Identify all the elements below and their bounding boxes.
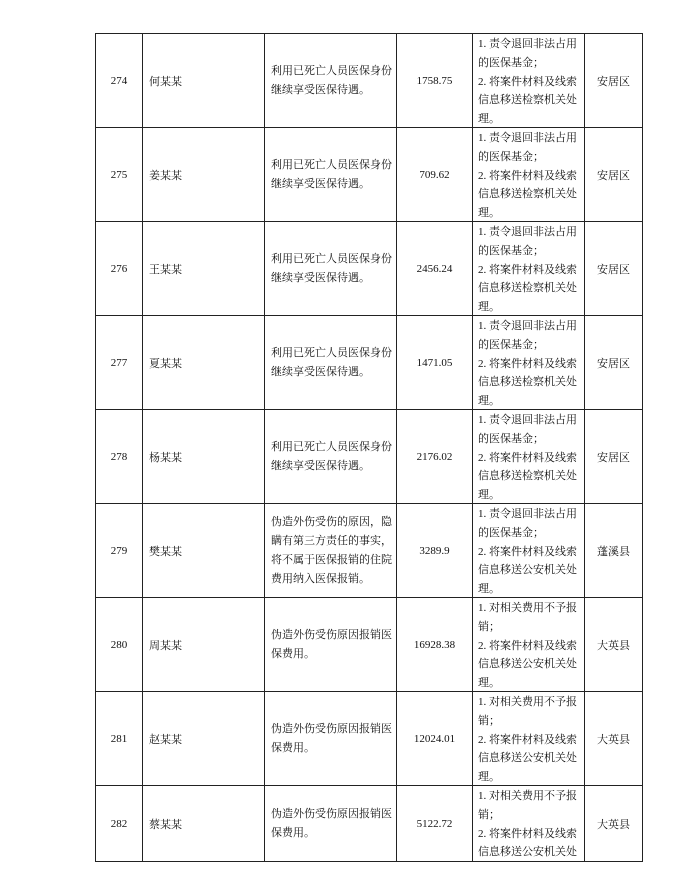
description-line: 继续享受医保待遇。 (271, 365, 370, 378)
handling-line: 信息移送公安机关处 (478, 564, 577, 577)
district-cell: 安居区 (585, 222, 643, 316)
case-number-cell: 276 (96, 222, 143, 316)
description-line: 瞒有第三方责任的事实， (271, 534, 392, 547)
handling-line: 理。 (478, 583, 500, 596)
handling-line: 2. 将案件材料及线索 (478, 263, 577, 276)
violation-description-cell (265, 598, 397, 692)
handling-line: 的医保基金； (478, 432, 544, 445)
handling-line: 的医保基金； (478, 244, 544, 257)
handling-measures-cell (473, 128, 585, 222)
district-cell: 大英县 (585, 786, 643, 862)
handling-line: 理。 (478, 113, 500, 126)
case-number-cell: 282 (96, 786, 143, 862)
case-number-cell: 280 (96, 598, 143, 692)
name-cell: 杨某某 (143, 410, 265, 504)
case-number-cell: 278 (96, 410, 143, 504)
name-cell: 王某某 (143, 222, 265, 316)
handling-line: 2. 将案件材料及线索 (478, 639, 577, 652)
handling-measures-cell (473, 410, 585, 504)
handling-line: 销； (478, 714, 500, 727)
description-line: 伪造外伤受伤原因报销医 (271, 722, 392, 735)
amount-cell: 2176.02 (397, 410, 473, 504)
handling-line: 2. 将案件材料及线索 (478, 451, 577, 464)
description-line: 保费用。 (271, 826, 315, 839)
description-line: 利用已死亡人员医保身份 (271, 64, 392, 77)
violation-description-cell (265, 128, 397, 222)
handling-measures-cell (473, 316, 585, 410)
handling-line: 销； (478, 620, 500, 633)
amount-cell: 709.62 (397, 128, 473, 222)
handling-line: 1. 责令退回非法占用 (478, 320, 577, 332)
description-line: 继续享受医保待遇。 (271, 177, 370, 190)
handling-line: 2. 将案件材料及线索 (478, 545, 577, 558)
handling-line: 的医保基金； (478, 56, 544, 69)
handling-line: 销； (478, 808, 500, 821)
handling-line: 理。 (478, 395, 500, 408)
case-table (95, 33, 643, 862)
violation-description-cell (265, 692, 397, 786)
description-line: 保费用。 (271, 741, 315, 754)
name-cell: 周某某 (143, 598, 265, 692)
description-line: 保费用。 (271, 647, 315, 660)
name-cell: 蔡某某 (143, 786, 265, 862)
violation-description-cell (265, 34, 397, 128)
handling-line: 1. 对相关费用不予报 (478, 602, 577, 614)
handling-measures-cell (473, 692, 585, 786)
handling-line: 理。 (478, 677, 500, 690)
case-number-cell: 275 (96, 128, 143, 222)
handling-line: 信息移送检察机关处 (478, 470, 577, 483)
handling-line: 1. 责令退回非法占用 (478, 414, 577, 426)
handling-measures-cell (473, 34, 585, 128)
handling-line: 1. 责令退回非法占用 (478, 226, 577, 238)
district-cell: 安居区 (585, 128, 643, 222)
description-line: 费用纳入医保报销。 (271, 572, 370, 585)
description-line: 伪造外伤受伤的原因，隐 (271, 515, 392, 528)
handling-line: 信息移送检察机关处 (478, 188, 577, 201)
violation-description-cell (265, 786, 397, 862)
handling-line: 理。 (478, 489, 500, 502)
district-cell: 蓬溪县 (585, 504, 643, 598)
handling-line: 的医保基金； (478, 338, 544, 351)
handling-line: 2. 将案件材料及线索 (478, 733, 577, 746)
amount-cell: 12024.01 (397, 692, 473, 786)
violation-description-cell (265, 504, 397, 598)
handling-line: 理。 (478, 207, 500, 220)
handling-line: 的医保基金； (478, 150, 544, 163)
name-cell: 赵某某 (143, 692, 265, 786)
violation-description-cell (265, 222, 397, 316)
handling-line: 2. 将案件材料及线索 (478, 169, 577, 182)
description-line: 伪造外伤受伤原因报销医 (271, 628, 392, 641)
handling-line: 1. 责令退回非法占用 (478, 132, 577, 144)
amount-cell: 16928.38 (397, 598, 473, 692)
amount-cell: 3289.9 (397, 504, 473, 598)
handling-measures-cell (473, 786, 585, 862)
case-number-cell: 277 (96, 316, 143, 410)
amount-cell: 2456.24 (397, 222, 473, 316)
case-number-cell: 274 (96, 34, 143, 128)
name-cell: 姜某某 (143, 128, 265, 222)
handling-line: 1. 对相关费用不予报 (478, 790, 577, 802)
name-cell: 夏某某 (143, 316, 265, 410)
district-cell: 大英县 (585, 598, 643, 692)
amount-cell: 5122.72 (397, 786, 473, 862)
handling-line: 信息移送公安机关处 (478, 846, 577, 859)
description-line: 继续享受医保待遇。 (271, 459, 370, 472)
handling-line: 2. 将案件材料及线索 (478, 827, 577, 840)
handling-line: 信息移送检察机关处 (478, 282, 577, 295)
description-line: 将不属于医保报销的住院 (271, 553, 392, 566)
violation-description-cell (265, 410, 397, 504)
description-line: 利用已死亡人员医保身份 (271, 252, 392, 265)
district-cell: 安居区 (585, 410, 643, 504)
handling-line: 的医保基金； (478, 526, 544, 539)
description-line: 继续享受医保待遇。 (271, 83, 370, 96)
handling-measures-cell (473, 504, 585, 598)
description-line: 伪造外伤受伤原因报销医 (271, 807, 392, 820)
amount-cell: 1471.05 (397, 316, 473, 410)
name-cell: 何某某 (143, 34, 265, 128)
handling-measures-cell (473, 222, 585, 316)
handling-line: 1. 责令退回非法占用 (478, 38, 577, 50)
district-cell: 安居区 (585, 34, 643, 128)
handling-measures-cell (473, 598, 585, 692)
description-line: 利用已死亡人员医保身份 (271, 158, 392, 171)
case-number-cell: 281 (96, 692, 143, 786)
district-cell: 大英县 (585, 692, 643, 786)
handling-line: 2. 将案件材料及线索 (478, 75, 577, 88)
handling-line: 信息移送检察机关处 (478, 376, 577, 389)
violation-description-cell (265, 316, 397, 410)
handling-line: 信息移送公安机关处 (478, 658, 577, 671)
name-cell: 樊某某 (143, 504, 265, 598)
handling-line: 1. 对相关费用不予报 (478, 696, 577, 708)
amount-cell: 1758.75 (397, 34, 473, 128)
handling-line: 理。 (478, 771, 500, 784)
description-line: 继续享受医保待遇。 (271, 271, 370, 284)
handling-line: 2. 将案件材料及线索 (478, 357, 577, 370)
district-cell: 安居区 (585, 316, 643, 410)
handling-line: 理。 (478, 301, 500, 314)
handling-line: 信息移送检察机关处 (478, 94, 577, 107)
description-line: 利用已死亡人员医保身份 (271, 346, 392, 359)
description-line: 利用已死亡人员医保身份 (271, 440, 392, 453)
handling-line: 信息移送公安机关处 (478, 752, 577, 765)
handling-line: 1. 责令退回非法占用 (478, 508, 577, 520)
case-number-cell: 279 (96, 504, 143, 598)
